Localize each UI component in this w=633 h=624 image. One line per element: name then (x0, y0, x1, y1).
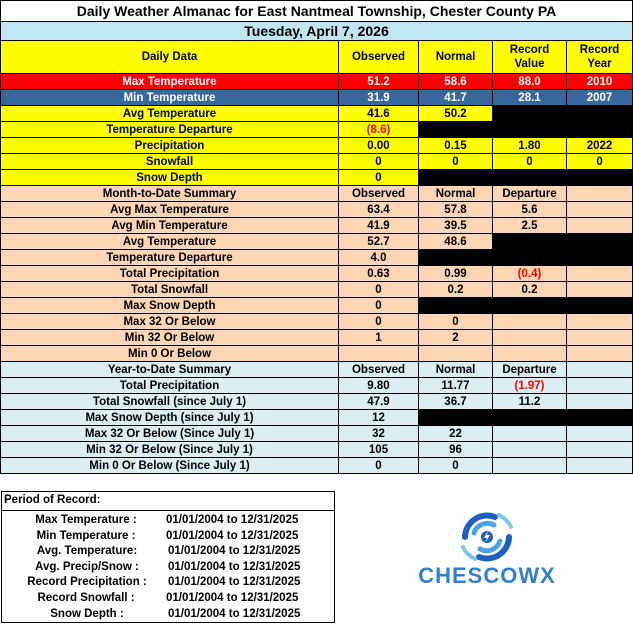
ytd-header-label: Year-to-Date Summary (1, 362, 339, 378)
avg-temp-row (1, 106, 633, 122)
por-range: 01/01/2004 to 12/31/2025 (166, 530, 299, 542)
por-label: Avg. Precip/Snow : (35, 561, 139, 573)
observed-value: 0 (339, 314, 419, 330)
mtd-header-label: Month-to-Date Summary (1, 186, 339, 202)
normal-value: 48.6 (419, 234, 493, 250)
period-of-record-title: Period of Record: (4, 494, 101, 506)
label: Avg Temperature (1, 106, 339, 122)
record-value: 28.1 (493, 90, 567, 106)
header-normal: Normal (419, 41, 493, 74)
normal-value: 58.6 (419, 74, 493, 90)
por-row (6, 608, 300, 620)
por-row (6, 530, 298, 542)
ytd-row (1, 410, 633, 426)
departure-value (493, 314, 567, 330)
mtd-header-departure: Departure (493, 186, 567, 202)
departure-value (493, 458, 567, 474)
departure-value: (1.97) (493, 378, 567, 394)
snowfall-row (1, 154, 633, 170)
departure-value (493, 330, 567, 346)
por-label: Min Temperature : (36, 530, 136, 542)
observed-value: 9.80 (339, 378, 419, 394)
mtd-row (1, 266, 633, 282)
normal-value: 96 (419, 442, 493, 458)
page-title: Daily Weather Almanac for East Nantmeal Township, Chester County PA (1, 1, 633, 22)
label: Snowfall (1, 154, 339, 170)
label: Total Precipitation (1, 266, 339, 282)
label: Temperature Departure (1, 122, 339, 138)
record-value: 1.80 (493, 138, 567, 154)
mtd-header-normal: Normal (419, 186, 493, 202)
mtd-row (1, 282, 633, 298)
normal-value: 41.7 (419, 90, 493, 106)
label: Total Precipitation (1, 378, 339, 394)
normal-value: 0.99 (419, 266, 493, 282)
por-label: Record Snowfall : (37, 592, 135, 604)
departure-value: 2.5 (493, 218, 567, 234)
por-range: 01/01/2004 to 12/31/2025 (168, 608, 301, 620)
normal-value: 0.2 (419, 282, 493, 298)
normal-value: 57.8 (419, 202, 493, 218)
mtd-row (1, 250, 633, 266)
observed-value: 51.2 (339, 74, 419, 90)
blank-cell (567, 394, 633, 410)
observed-value: 41.6 (339, 106, 419, 122)
normal-value: 0 (419, 154, 493, 170)
blank-cell (419, 122, 633, 138)
observed-value: (8.6) (339, 122, 419, 138)
mtd-row (1, 218, 633, 234)
label: Min Temperature (1, 90, 339, 106)
por-label: Max Temperature : (35, 514, 137, 526)
observed-value: 31.9 (339, 90, 419, 106)
blank-cell (567, 426, 633, 442)
header-observed: Observed (339, 41, 419, 74)
departure-value (493, 426, 567, 442)
ytd-header-observed: Observed (339, 362, 419, 378)
record-year: 2022 (567, 138, 633, 154)
por-range: 01/01/2004 to 12/31/2025 (166, 592, 299, 604)
normal-value: 11.77 (419, 378, 493, 394)
label: Total Snowfall (1, 282, 339, 298)
page-date: Tuesday, April 7, 2026 (1, 22, 633, 41)
period-of-record-box (1, 491, 335, 623)
blank-cell (567, 458, 633, 474)
label: Min 0 Or Below (Since July 1) (1, 458, 339, 474)
normal-value: 39.5 (419, 218, 493, 234)
blank-cell (567, 346, 633, 362)
ytd-row (1, 394, 633, 410)
blank-cell (419, 170, 633, 186)
por-label: Record Precipitation : (27, 576, 147, 588)
label: Max Snow Depth (1, 298, 339, 314)
por-label: Avg. Temperature: (36, 545, 138, 557)
departure-value: 0.2 (493, 282, 567, 298)
observed-value (339, 346, 419, 362)
observed-value: 52.7 (339, 234, 419, 250)
label: Max Snow Depth (since July 1) (1, 410, 339, 426)
record-value: 88.0 (493, 74, 567, 90)
departure-value (493, 442, 567, 458)
divider (2, 510, 334, 511)
normal-value: 0 (419, 314, 493, 330)
mtd-row (1, 330, 633, 346)
record-year: 0 (567, 154, 633, 170)
por-row (6, 592, 298, 604)
observed-value: 0 (339, 298, 419, 314)
por-range: 01/01/2004 to 12/31/2025 (168, 545, 301, 557)
departure-value: (0.4) (493, 266, 567, 282)
observed-value: 0.00 (339, 138, 419, 154)
mtd-row (1, 234, 633, 250)
normal-value: 36.7 (419, 394, 493, 410)
record-year: 2007 (567, 90, 633, 106)
daily-header-row (1, 41, 633, 74)
normal-value: 0 (419, 458, 493, 474)
mtd-row (1, 202, 633, 218)
label: Min 32 Or Below (1, 330, 339, 346)
observed-value: 0 (339, 282, 419, 298)
observed-value: 63.4 (339, 202, 419, 218)
label: Avg Max Temperature (1, 202, 339, 218)
por-row (6, 576, 300, 588)
blank-cell (567, 330, 633, 346)
record-value: 0 (493, 154, 567, 170)
max-temp-row (1, 74, 633, 90)
label: Temperature Departure (1, 250, 339, 266)
label: Avg Temperature (1, 234, 339, 250)
observed-value: 105 (339, 442, 419, 458)
observed-value: 12 (339, 410, 419, 426)
label: Max 32 Or Below (Since July 1) (1, 426, 339, 442)
por-row (6, 514, 298, 526)
blank-cell (567, 442, 633, 458)
ytd-row (1, 458, 633, 474)
label: Snow Depth (1, 170, 339, 186)
header-record-value: Record Value (493, 41, 567, 74)
logo-wordmark: CHESCOWX (418, 563, 556, 588)
observed-value: 47.9 (339, 394, 419, 410)
swirl-logo-icon (447, 509, 527, 565)
observed-value: 32 (339, 426, 419, 442)
observed-value: 0.63 (339, 266, 419, 282)
observed-value: 0 (339, 170, 419, 186)
ytd-header-row (1, 362, 633, 378)
blank-cell (419, 298, 633, 314)
por-row (6, 545, 300, 557)
ytd-header-normal: Normal (419, 362, 493, 378)
record-year: 2010 (567, 74, 633, 90)
por-range: 01/01/2004 to 12/31/2025 (166, 514, 299, 526)
observed-value: 1 (339, 330, 419, 346)
blank-cell (419, 250, 633, 266)
blank-cell (419, 410, 633, 426)
blank-cell (567, 186, 633, 202)
normal-value: 22 (419, 426, 493, 442)
label: Max Temperature (1, 74, 339, 90)
chescowx-logo (376, 505, 598, 605)
label: Avg Min Temperature (1, 218, 339, 234)
ytd-row (1, 378, 633, 394)
departure-value: 11.2 (493, 394, 567, 410)
observed-value: 0 (339, 154, 419, 170)
mtd-row (1, 346, 633, 362)
date-row (1, 22, 633, 41)
mtd-row (1, 298, 633, 314)
normal-value: 0.15 (419, 138, 493, 154)
blank-cell (567, 378, 633, 394)
blank-cell (567, 202, 633, 218)
blank-cell (567, 282, 633, 298)
observed-value: 41.9 (339, 218, 419, 234)
por-row (6, 561, 300, 573)
por-range: 01/01/2004 to 12/31/2025 (168, 576, 301, 588)
label: Min 0 Or Below (1, 346, 339, 362)
observed-value: 0 (339, 458, 419, 474)
title-row (1, 1, 633, 22)
blank-cell (493, 106, 633, 122)
label: Total Snowfall (since July 1) (1, 394, 339, 410)
blank-cell (493, 234, 633, 250)
mtd-row (1, 314, 633, 330)
normal-value (419, 346, 493, 362)
mtd-header-observed: Observed (339, 186, 419, 202)
observed-value: 4.0 (339, 250, 419, 266)
temp-departure-row (1, 122, 633, 138)
label: Max 32 Or Below (1, 314, 339, 330)
ytd-row (1, 442, 633, 458)
min-temp-row (1, 90, 633, 106)
blank-cell (567, 362, 633, 378)
blank-cell (567, 314, 633, 330)
ytd-header-departure: Departure (493, 362, 567, 378)
departure-value (493, 346, 567, 362)
por-range: 01/01/2004 to 12/31/2025 (168, 561, 301, 573)
precip-row (1, 138, 633, 154)
header-daily-data: Daily Data (1, 41, 339, 74)
departure-value: 5.6 (493, 202, 567, 218)
normal-value: 50.2 (419, 106, 493, 122)
label: Min 32 Or Below (Since July 1) (1, 442, 339, 458)
por-label: Snow Depth : (50, 608, 124, 620)
normal-value: 2 (419, 330, 493, 346)
label: Precipitation (1, 138, 339, 154)
ytd-row (1, 426, 633, 442)
snow-depth-row (1, 170, 633, 186)
header-record-year: Record Year (567, 41, 633, 74)
mtd-header-row (1, 186, 633, 202)
blank-cell (567, 218, 633, 234)
blank-cell (567, 266, 633, 282)
